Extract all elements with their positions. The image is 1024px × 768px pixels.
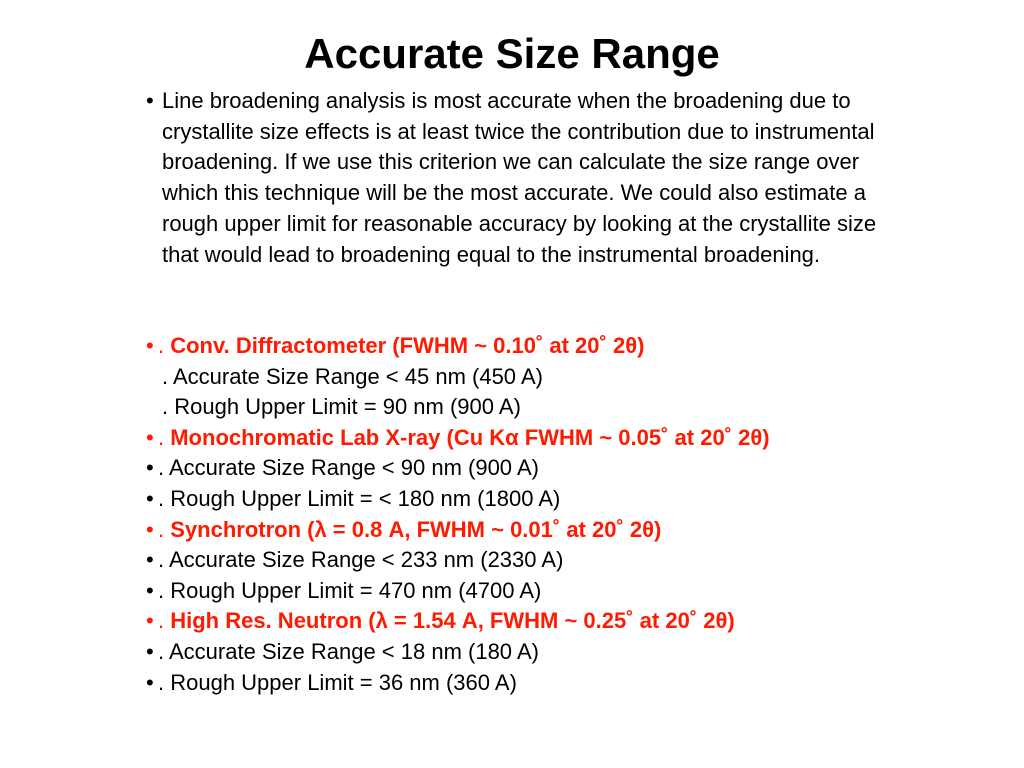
list-item	[146, 576, 946, 607]
intro-paragraph	[146, 86, 906, 270]
list-item	[146, 392, 946, 423]
bullet-icon: •	[146, 516, 154, 542]
bullet-icon: •	[146, 88, 154, 113]
technique-list	[146, 331, 946, 698]
heading-prefix: .	[158, 608, 171, 634]
bullet-icon: •	[146, 485, 154, 511]
list-item-text: . Accurate Size Range < 90 nm (900 A)	[158, 455, 539, 481]
list-item-text: . Accurate Size Range < 233 nm (2330 A)	[158, 547, 564, 573]
bullet-icon: •	[146, 424, 154, 450]
heading-label: Synchrotron (λ = 0.8 A, FWHM ~ 0.01˚ at 20˚ 2θ)	[170, 516, 662, 542]
list-item	[146, 637, 946, 668]
heading-prefix: .	[158, 333, 171, 358]
heading-label: Conv. Diffractometer (FWHM ~ 0.10˚ at 20˚ 2θ)	[170, 333, 645, 358]
bullet-icon: •	[146, 638, 154, 664]
heading-prefix: .	[158, 516, 171, 542]
list-item-text: . Accurate Size Range < 45 nm (450 A)	[162, 363, 543, 389]
bullet-icon: •	[146, 608, 154, 634]
section-heading-monochromatic-lab-xray	[146, 423, 946, 454]
bullet-icon: •	[146, 669, 154, 695]
list-item-text: . Rough Upper Limit = 470 nm (4700 A)	[158, 577, 542, 603]
list-item	[146, 362, 946, 393]
list-item	[146, 453, 946, 484]
list-item	[146, 668, 946, 699]
slide-title: Accurate Size Range	[304, 30, 720, 77]
list-item-text: . Accurate Size Range < 18 nm (180 A)	[158, 638, 539, 664]
bullet-icon: •	[146, 547, 154, 573]
bullet-icon: •	[146, 455, 154, 481]
intro-text: Line broadening analysis is most accurate when the broadening due to crystallite size effects is at least twice the contribution due to instrumental broadening. If we use this criterion we can calculate the size range over which this technique will be the most accurate. We could also estimate a rough upper limit for reasonable accuracy by looking at the crystallite size that would lead to broadening equal to the instrumental broadening.	[162, 88, 877, 267]
list-item	[146, 545, 946, 576]
list-item-text: . Rough Upper Limit = 36 nm (360 A)	[158, 669, 517, 695]
heading-label: Monochromatic Lab X-ray (Cu Kα FWHM ~ 0.05˚ at 20˚ 2θ)	[170, 424, 770, 450]
list-item-text: . Rough Upper Limit = < 180 nm (1800 A)	[158, 485, 561, 511]
section-heading-conv-diffractometer	[146, 331, 946, 362]
list-item-text: . Rough Upper Limit = 90 nm (900 A)	[162, 394, 521, 420]
heading-label: High Res. Neutron (λ = 1.54 A, FWHM ~ 0.25˚ at 20˚ 2θ)	[170, 608, 735, 634]
bullet-icon: •	[146, 333, 154, 358]
bullet-icon: •	[146, 577, 154, 603]
section-heading-synchrotron	[146, 515, 946, 546]
section-heading-high-res-neutron	[146, 606, 946, 637]
heading-prefix: .	[158, 424, 171, 450]
list-item	[146, 484, 946, 515]
